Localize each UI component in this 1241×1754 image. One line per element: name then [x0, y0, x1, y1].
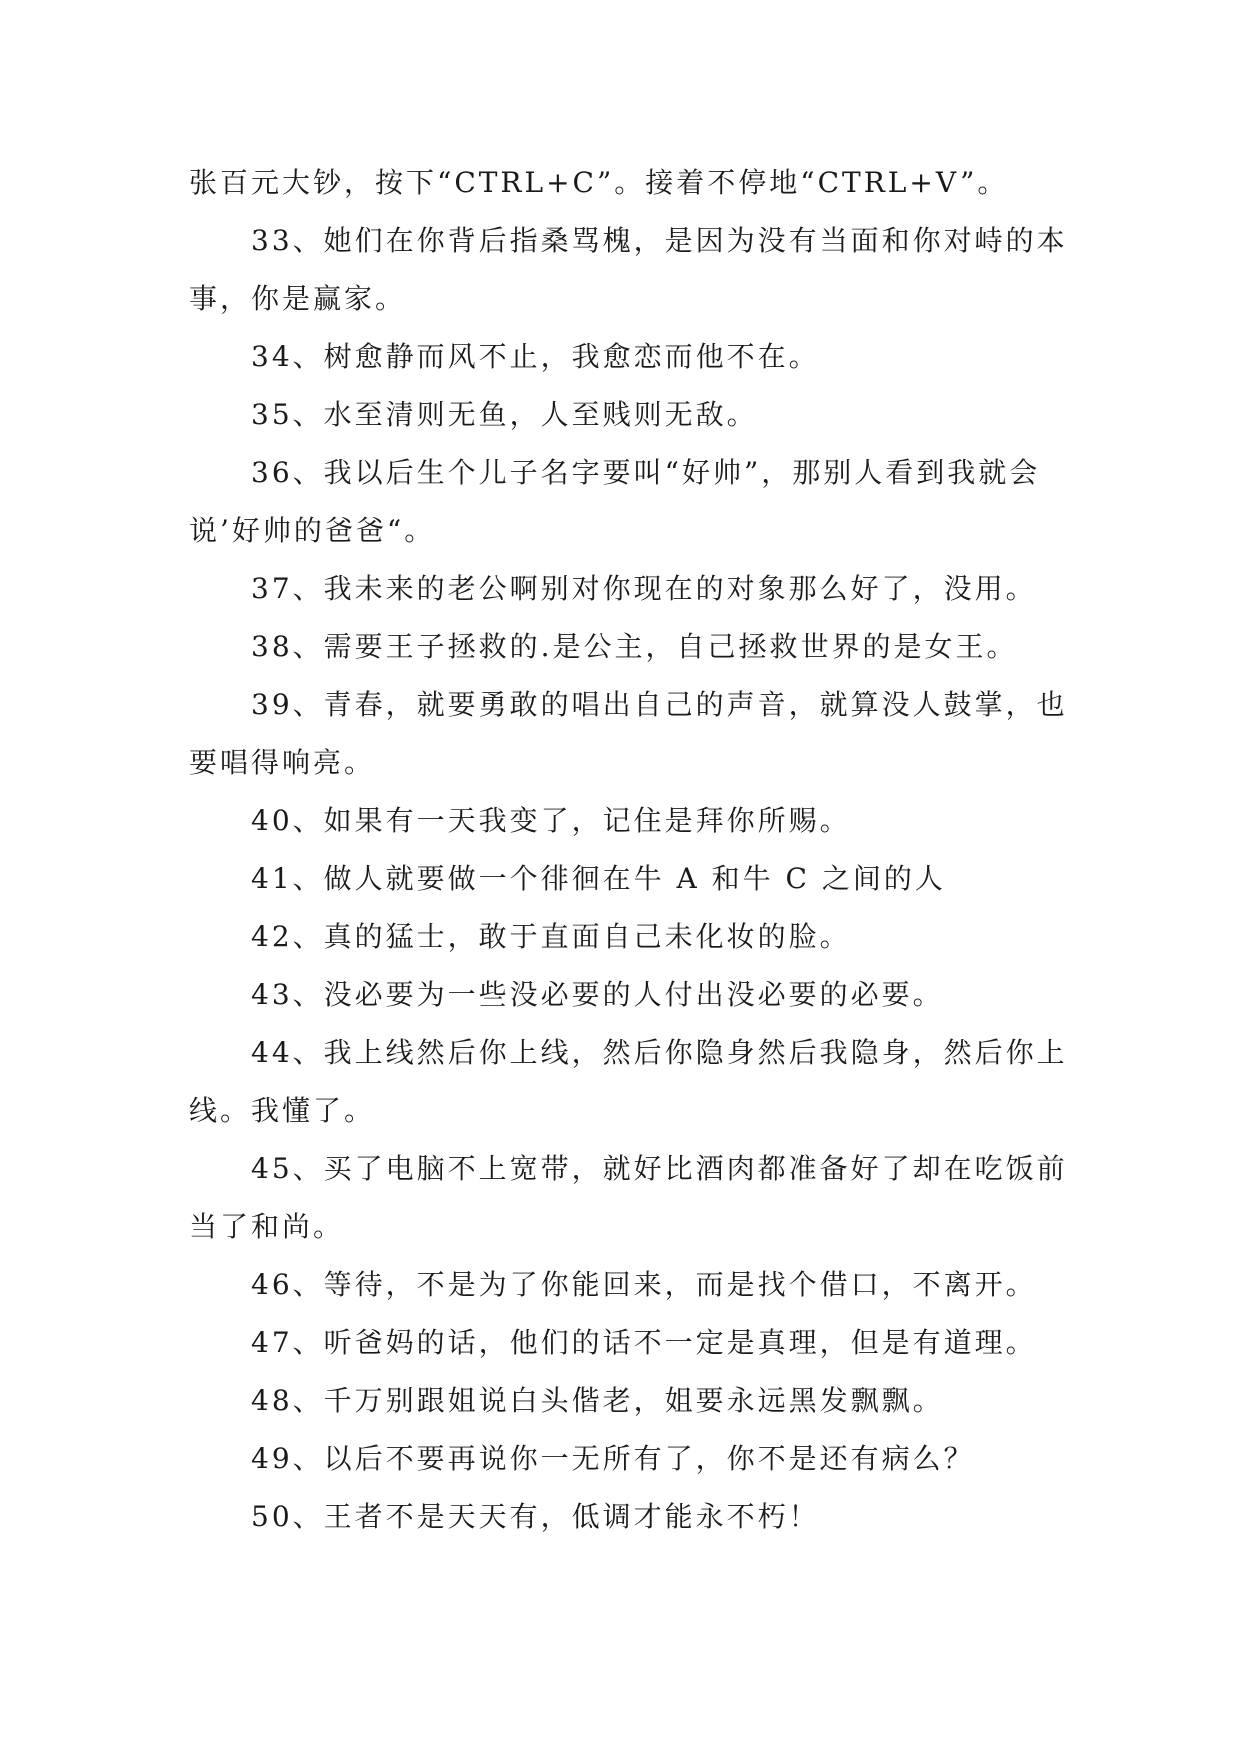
document-body — [189, 154, 1069, 1546]
paragraph-36: 36、我以后生个儿子名字要叫“好帅”，那别人看到我就会说’好帅的爸爸“。 — [189, 456, 1041, 547]
paragraph-42: 42、真的猛士，敢于直面自己未化妆的脸。 — [251, 920, 851, 953]
paragraph-37: 37、我未来的老公啊别对你现在的对象那么好了，没用。 — [251, 572, 1037, 605]
paragraph-35: 35、水至清则无鱼，人至贱则无敌。 — [251, 398, 758, 431]
paragraph-40: 40、如果有一天我变了，记住是拜你所赐。 — [251, 804, 851, 837]
paragraph-45: 45、买了电脑不上宽带，就好比酒肉都准备好了却在吃饭前当了和尚。 — [189, 1152, 1068, 1243]
paragraph-44: 44、我上线然后你上线，然后你隐身然后我隐身，然后你上线。我懂了。 — [189, 1036, 1068, 1127]
paragraph-38: 38、需要王子拯救的.是公主，自己拯救世界的是女王。 — [251, 630, 1018, 663]
paragraph-48: 48、千万别跟姐说白头偕老，姐要永远黑发飘飘。 — [251, 1384, 944, 1417]
paragraph-50: 50、王者不是天天有，低调才能永不朽！ — [251, 1500, 820, 1533]
paragraph-33: 33、她们在你背后指桑骂槐，是因为没有当面和你对峙的本事，你是赢家。 — [189, 224, 1068, 315]
paragraph-39: 39、青春，就要勇敢的唱出自己的声音，就算没人鼓掌，也要唱得响亮。 — [189, 688, 1068, 779]
paragraph-34: 34、树愈静而风不止，我愈恋而他不在。 — [251, 340, 820, 373]
paragraph-49: 49、以后不要再说你一无所有了，你不是还有病么？ — [251, 1442, 975, 1475]
paragraph-47: 47、听爸妈的话，他们的话不一定是真理，但是有道理。 — [251, 1326, 1037, 1359]
paragraph-continuation: 张百元大钞，按下“CTRL+C”。接着不停地“CTRL+V”。 — [189, 166, 1009, 199]
paragraph-41: 41、做人就要做一个徘徊在牛 A 和牛 C 之间的人 — [251, 862, 946, 895]
paragraph-43: 43、没必要为一些没必要的人付出没必要的必要。 — [251, 978, 944, 1011]
paragraph-46: 46、等待，不是为了你能回来，而是找个借口，不离开。 — [251, 1268, 1037, 1301]
